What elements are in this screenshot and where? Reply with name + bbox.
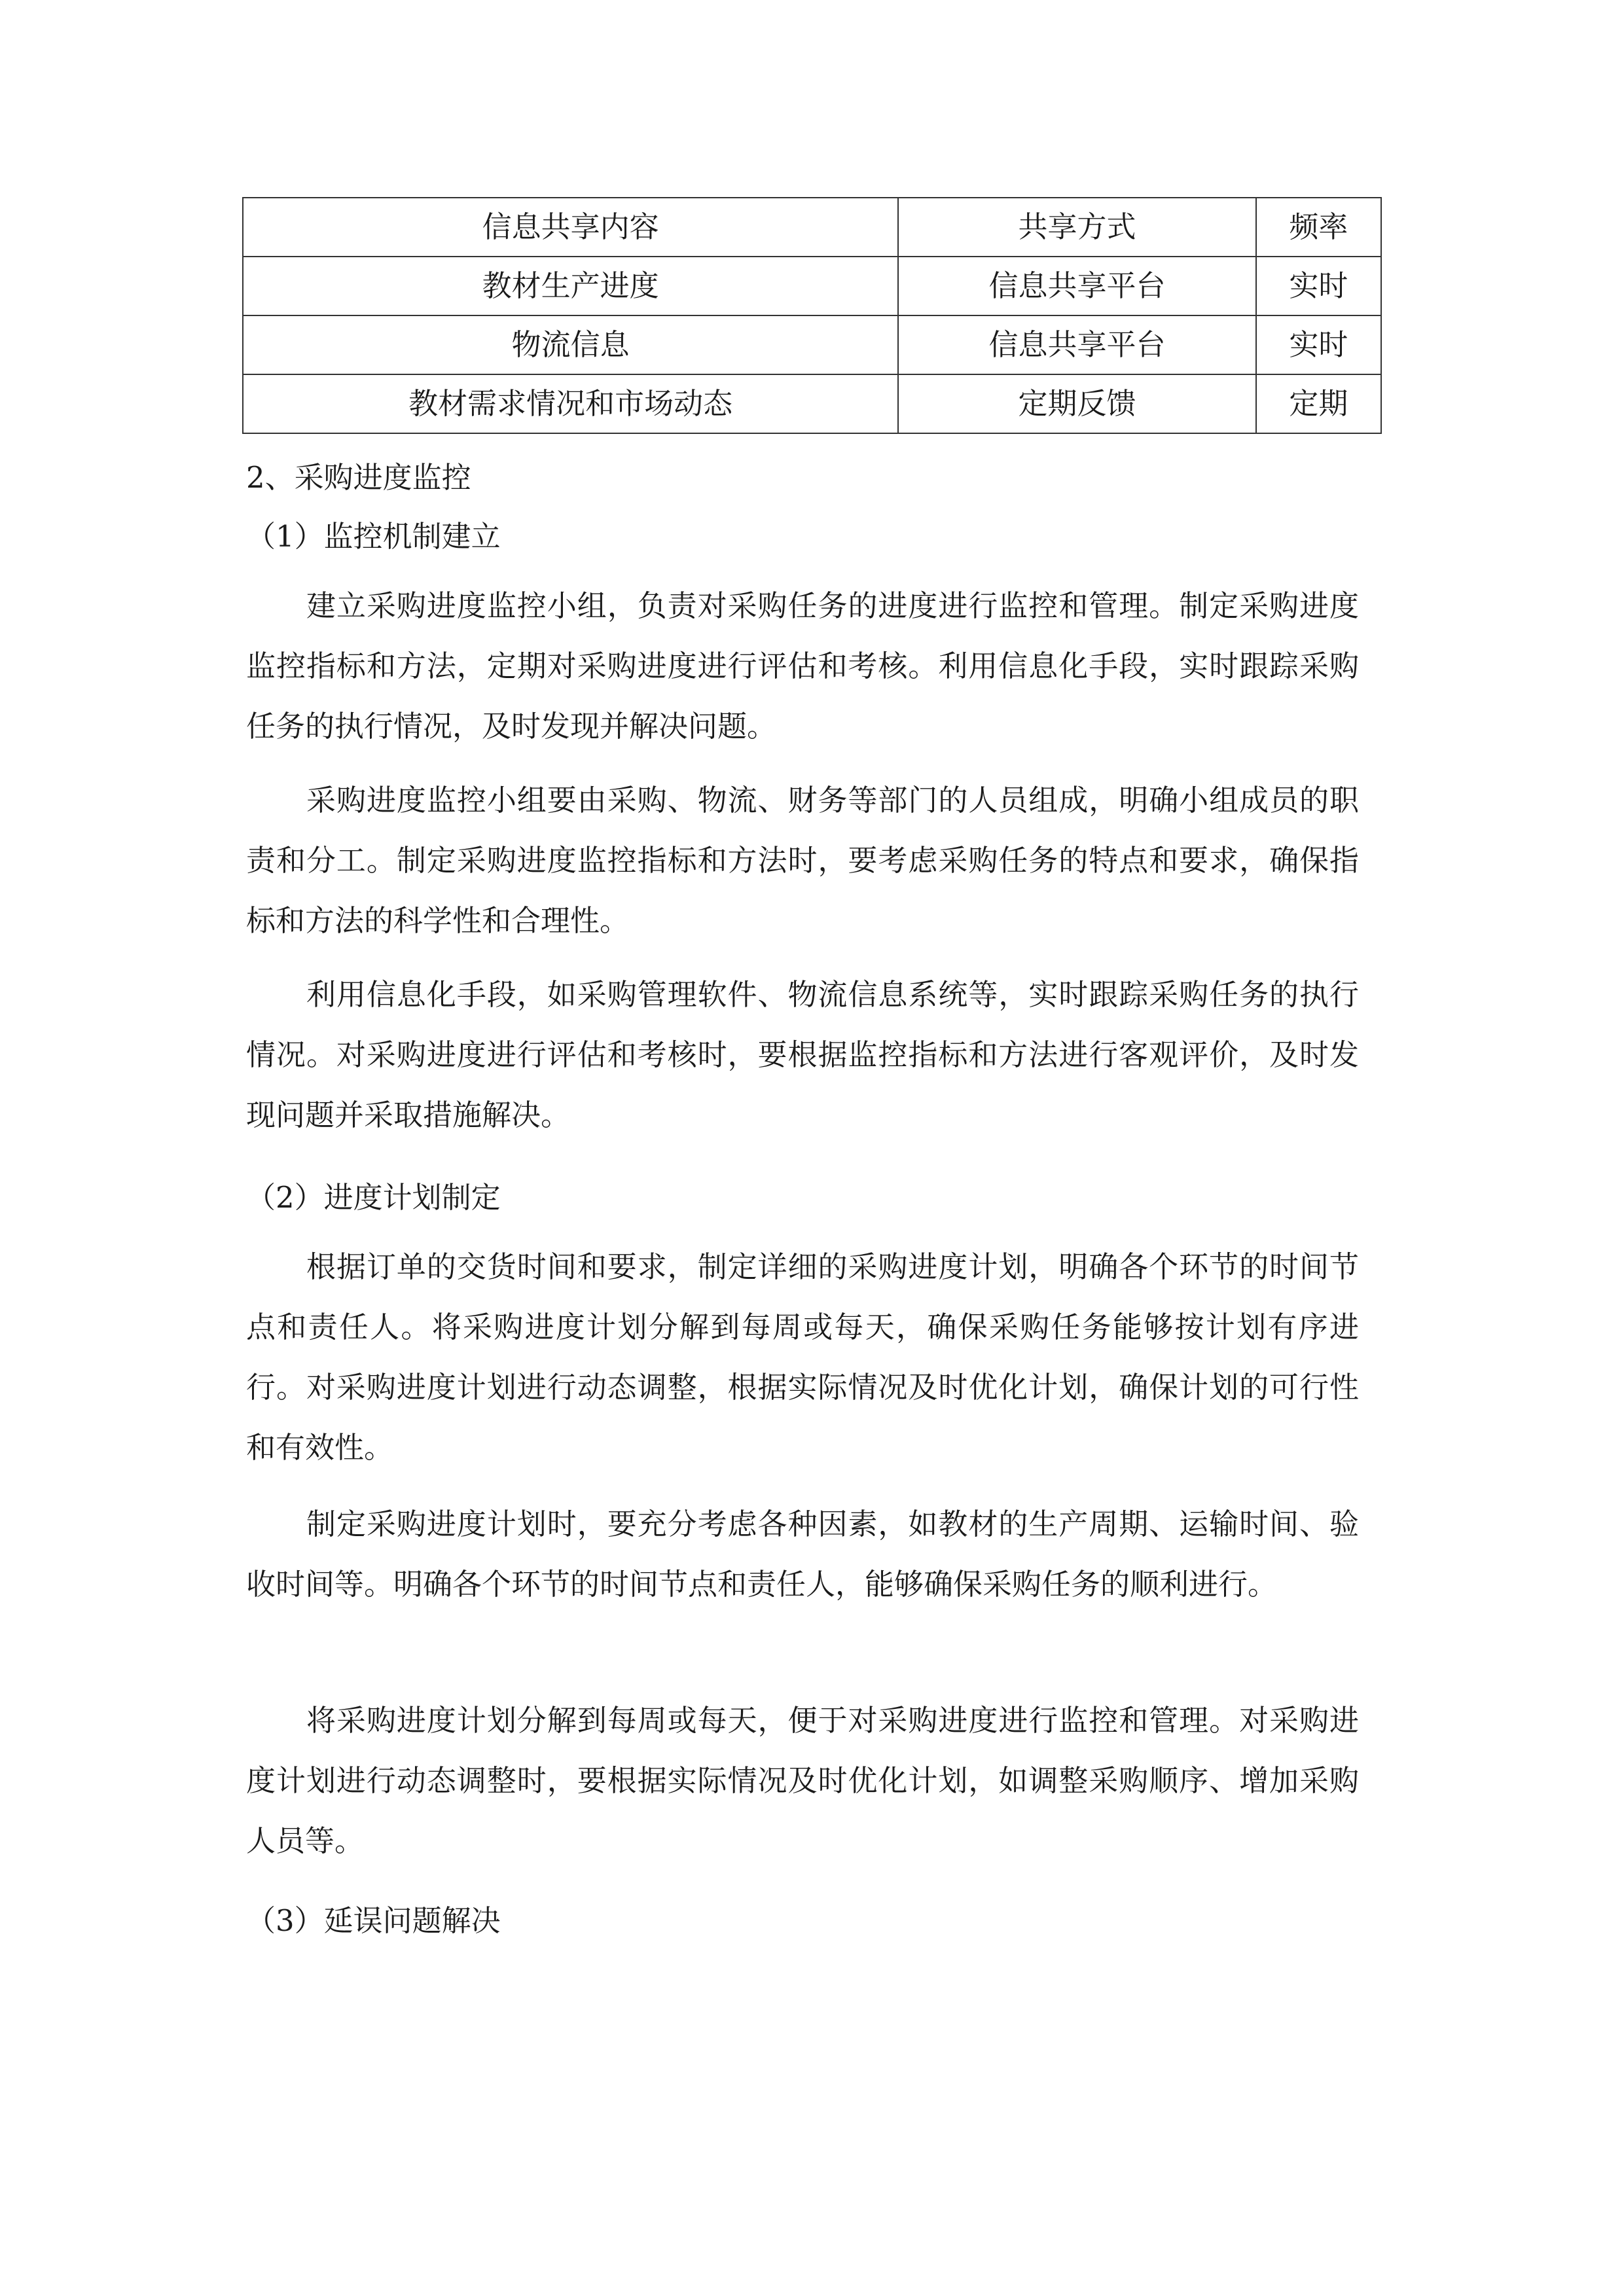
paragraph: 建立采购进度监控小组，负责对采购任务的进度进行监控和管理。制定采购进度监控指标和方法，定期对采购进度进行评估和考核。利用信息化手段，实时跟踪采购任务的执行情况，及时发现并解决问题。 <box>246 588 1359 744</box>
paragraph: 利用信息化手段，如采购管理软件、物流信息系统等，实时跟踪采购任务的执行情况。对采购进度进行评估和考核时，要根据监控指标和方法进行客观评价，及时发现问题并采取措施解决。 <box>246 977 1359 1132</box>
table-cell: 信息共享平台 <box>898 315 1256 374</box>
paragraph: 采购进度监控小组要由采购、物流、财务等部门的人员组成，明确小组成员的职责和分工。制定采购进度监控指标和方法时，要考虑采购任务的特点和要求，确保指标和方法的科学性和合理性。 <box>246 783 1359 938</box>
paragraph: 将采购进度计划分解到每周或每天，便于对采购进度进行监控和管理。对采购进度计划进行动态调整时，要根据实际情况及时优化计划，如调整采购顺序、增加采购人员等。 <box>246 1703 1359 1858</box>
table-header-cell: 频率 <box>1256 198 1381 257</box>
paragraph: 制定采购进度计划时，要充分考虑各种因素，如教材的生产周期、运输时间、验收时间等。明确各个环节的时间节点和责任人，能够确保采购任务的顺利进行。 <box>246 1507 1359 1602</box>
table-header-cell: 共享方式 <box>898 198 1256 257</box>
subsection-heading: （3）延误问题解决 <box>246 1903 501 1938</box>
table-cell: 定期 <box>1256 374 1381 433</box>
section-heading: 2、采购进度监控 <box>246 460 471 495</box>
table-cell: 实时 <box>1256 257 1381 315</box>
table-cell: 教材需求情况和市场动态 <box>243 374 898 433</box>
table-header-cell: 信息共享内容 <box>243 198 898 257</box>
table-cell: 实时 <box>1256 315 1381 374</box>
table-cell: 信息共享平台 <box>898 257 1256 315</box>
paragraph: 根据订单的交货时间和要求，制定详细的采购进度计划，明确各个环节的时间节点和责任人。将采购进度计划分解到每周或每天，确保采购任务能够按计划有序进行。对采购进度计划进行动态调整，根据实际情况及时优化计划，确保计划的可行性和有效性。 <box>246 1249 1359 1465</box>
table-cell: 物流信息 <box>243 315 898 374</box>
table-cell: 教材生产进度 <box>243 257 898 315</box>
table-header-row <box>243 198 1381 257</box>
subsection-heading: （2）进度计划制定 <box>246 1180 501 1215</box>
info-sharing-table <box>242 197 1382 434</box>
table-row <box>243 257 1381 315</box>
table-cell: 定期反馈 <box>898 374 1256 433</box>
table-row <box>243 374 1381 433</box>
table-row <box>243 315 1381 374</box>
subsection-heading: （1）监控机制建立 <box>246 519 501 554</box>
